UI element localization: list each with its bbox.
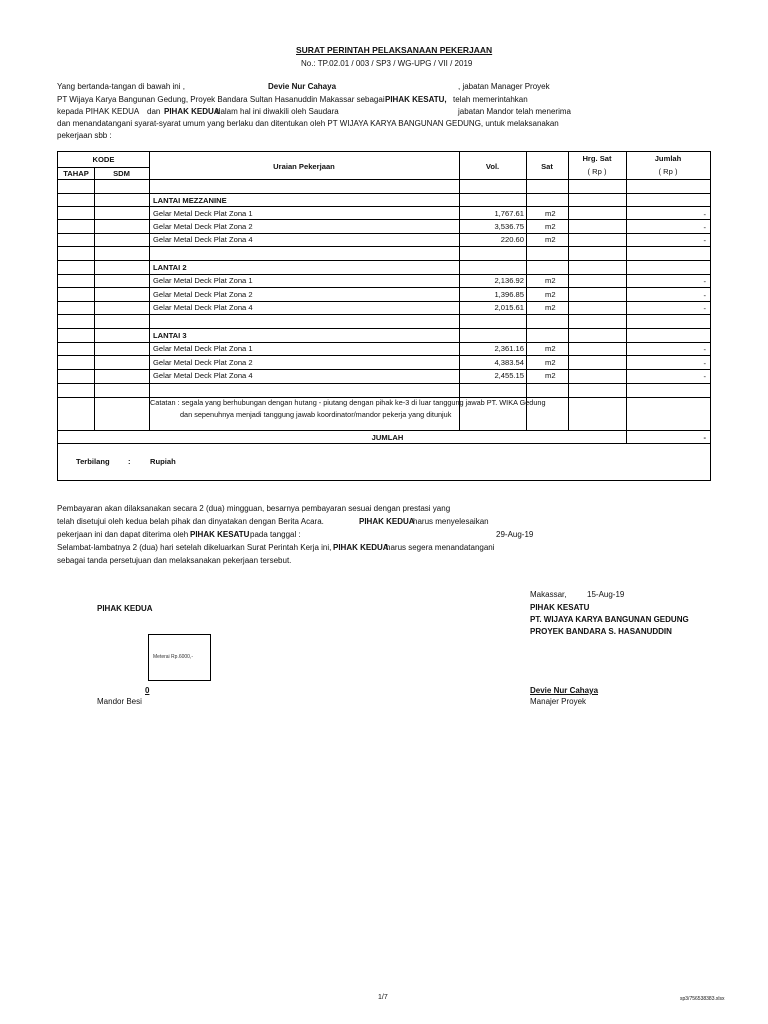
row-jumlah: - bbox=[703, 236, 706, 245]
row-jumlah: - bbox=[703, 210, 706, 219]
pihak-kesatu-name: Devie Nur Cahaya bbox=[530, 686, 599, 695]
header-jumlah: Jumlah bbox=[654, 154, 682, 163]
row-jumlah: - bbox=[703, 304, 706, 313]
payment-line-3-end: pada tanggal : bbox=[250, 530, 301, 539]
header-vol: Vol. bbox=[485, 162, 500, 171]
row-sat: m2 bbox=[545, 235, 556, 244]
row-vol: 2,015.61 bbox=[494, 303, 524, 312]
document-number: No.: TP.02.01 / 003 / SP3 / WG-UPG / VII / 2019 bbox=[301, 59, 473, 68]
company-name: PT. WIJAYA KARYA BANGUNAN GEDUNG bbox=[530, 615, 689, 624]
table-row: Gelar Metal Deck Plat Zona 1 bbox=[153, 209, 253, 218]
payment-line-4-end: harus segera menandatangani bbox=[386, 543, 495, 552]
row-vol: 3,536.75 bbox=[494, 222, 524, 231]
row-vol: 2,136.92 bbox=[494, 276, 524, 285]
header-uraian: Uraian Pekerjaan bbox=[273, 162, 335, 171]
pihak-kesatu-label: PIHAK KESATU, bbox=[385, 95, 447, 104]
terbilang-label: Terbilang bbox=[76, 457, 110, 466]
row-sat: m2 bbox=[545, 303, 556, 312]
header-tahap: TAHAP bbox=[63, 169, 89, 178]
catatan-line-1: Catatan : segala yang berhubungan dengan hutang - piutang dengan pihak ke-3 di luar tanggung jawab PT. WIKA Gedung bbox=[150, 398, 546, 407]
intro-line-2: PT Wijaya Karya Bangunan Gedung, Proyek Bandara Sultan Hasanuddin Makassar sebagai bbox=[57, 95, 385, 104]
intro-line-1: Yang bertanda-tangan di bawah ini , bbox=[57, 82, 185, 91]
jumlah-label: JUMLAH bbox=[371, 433, 404, 442]
header-hrg-rp: ( Rp ) bbox=[587, 167, 607, 176]
intro-line-1-end: , jabatan Manager Proyek bbox=[458, 82, 550, 91]
row-vol: 1,396.85 bbox=[494, 290, 524, 299]
row-vol: 220.60 bbox=[500, 235, 524, 244]
pihak-kesatu-role: Manajer Proyek bbox=[530, 697, 587, 706]
document-title: SURAT PERINTAH PELAKSANAAN PEKERJAAN bbox=[296, 45, 493, 55]
row-jumlah: - bbox=[703, 291, 706, 300]
row-vol: 1,767.61 bbox=[494, 209, 524, 218]
row-vol: 4,383.54 bbox=[494, 358, 524, 367]
section-lantai-mezzanine: LANTAI MEZZANINE bbox=[153, 196, 227, 205]
pihak-kedua-label: PIHAK KEDUA bbox=[164, 107, 220, 116]
row-sat: m2 bbox=[545, 371, 556, 380]
pihak-kesatu-title: PIHAK KESATU bbox=[530, 603, 590, 612]
manager-name: Devie Nur Cahaya bbox=[268, 82, 337, 91]
meterai-stamp-box bbox=[148, 634, 211, 681]
payment-pihak-kesatu: PIHAK KESATU bbox=[190, 530, 250, 539]
signature-date: 15-Aug-19 bbox=[587, 590, 625, 599]
row-sat: m2 bbox=[545, 358, 556, 367]
payment-line-1: Pembayaran akan dilaksanakan secara 2 (dua) mingguan, besarnya pembayaran sesuai dengan prestasi yang bbox=[57, 504, 451, 513]
pihak-kedua-name: 0 bbox=[145, 686, 150, 695]
pihak-kedua-title: PIHAK KEDUA bbox=[97, 604, 153, 613]
row-jumlah: - bbox=[703, 345, 706, 354]
intro-line-3a: kepada PIHAK KEDUA bbox=[57, 107, 140, 116]
page-number: 1/7 bbox=[378, 994, 388, 1001]
terbilang-colon: : bbox=[128, 457, 131, 466]
intro-line-3d: dalam hal ini diwakili oleh Saudara bbox=[216, 107, 339, 116]
pihak-kedua-role: Mandor Besi bbox=[97, 697, 142, 706]
terbilang-value: Rupiah bbox=[150, 457, 176, 466]
table-row: Gelar Metal Deck Plat Zona 4 bbox=[153, 235, 253, 244]
row-sat: m2 bbox=[545, 222, 556, 231]
payment-line-2-end: harus menyelesaikan bbox=[413, 517, 489, 526]
intro-line-5: pekerjaan sbb : bbox=[57, 131, 112, 140]
row-jumlah: - bbox=[703, 277, 706, 286]
row-vol: 2,361.16 bbox=[494, 344, 524, 353]
table-row: Gelar Metal Deck Plat Zona 1 bbox=[153, 276, 253, 285]
header-sat: Sat bbox=[541, 162, 553, 171]
completion-date: 29-Aug-19 bbox=[496, 530, 534, 539]
section-lantai-2: LANTAI 2 bbox=[153, 263, 187, 272]
intro-line-3b: dan bbox=[147, 107, 161, 116]
payment-pihak-kedua: PIHAK KEDUA bbox=[359, 517, 415, 526]
intro-line-3e: jabatan Mandor telah menerima bbox=[458, 107, 571, 116]
work-table bbox=[57, 151, 711, 481]
row-sat: m2 bbox=[545, 290, 556, 299]
payment-line-5: sebagai tanda persetujuan dan melaksanakan pekerjaan tersebut. bbox=[57, 556, 292, 565]
meterai-stamp-text: Meterai Rp.6000,- bbox=[153, 654, 194, 660]
header-kode: KODE bbox=[92, 155, 115, 164]
row-sat: m2 bbox=[545, 209, 556, 218]
row-jumlah: - bbox=[703, 372, 706, 381]
intro-line-4: dan menandatangani syarat-syarat umum yang berlaku dan ditentukan oleh PT WIJAYA KARYA BANGUNAN GEDUNG, untuk melaksanakan bbox=[57, 119, 559, 128]
table-row: Gelar Metal Deck Plat Zona 2 bbox=[153, 222, 253, 231]
table-row: Gelar Metal Deck Plat Zona 4 bbox=[153, 303, 253, 312]
project-name: PROYEK BANDARA S. HASANUDDIN bbox=[530, 627, 672, 636]
row-jumlah: - bbox=[703, 223, 706, 232]
section-lantai-3: LANTAI 3 bbox=[153, 331, 187, 340]
intro-line-2-end: telah memerintahkan bbox=[453, 95, 528, 104]
row-sat: m2 bbox=[545, 276, 556, 285]
payment-line-4: Selambat-lambatnya 2 (dua) hari setelah dikeluarkan Surat Perintah Kerja ini, bbox=[57, 543, 332, 552]
header-sdm: SDM bbox=[113, 169, 130, 178]
row-vol: 2,455.15 bbox=[494, 371, 524, 380]
row-jumlah: - bbox=[703, 359, 706, 368]
table-row: Gelar Metal Deck Plat Zona 2 bbox=[153, 358, 253, 367]
file-name: sp3/756538383.xlsx bbox=[680, 996, 725, 1002]
table-row: Gelar Metal Deck Plat Zona 1 bbox=[153, 344, 253, 353]
header-jumlah-rp: ( Rp ) bbox=[658, 167, 678, 176]
catatan-line-2: dan sepenuhnya menjadi tanggung jawab koordinator/mandor pekerja yang ditunjuk bbox=[180, 410, 452, 419]
payment-line-3: pekerjaan ini dan dapat diterima oleh bbox=[57, 530, 189, 539]
table-row: Gelar Metal Deck Plat Zona 4 bbox=[153, 371, 253, 380]
payment-line-2: telah disetujui oleh kedua belah pihak dan dinyatakan dengan Berita Acara. bbox=[57, 517, 324, 526]
row-sat: m2 bbox=[545, 344, 556, 353]
payment-pihak-kedua-2: PIHAK KEDUA bbox=[333, 543, 389, 552]
signature-city: Makassar, bbox=[530, 590, 567, 599]
header-hrg-sat: Hrg. Sat bbox=[582, 154, 612, 163]
jumlah-value: - bbox=[703, 433, 706, 442]
table-row: Gelar Metal Deck Plat Zona 2 bbox=[153, 290, 253, 299]
